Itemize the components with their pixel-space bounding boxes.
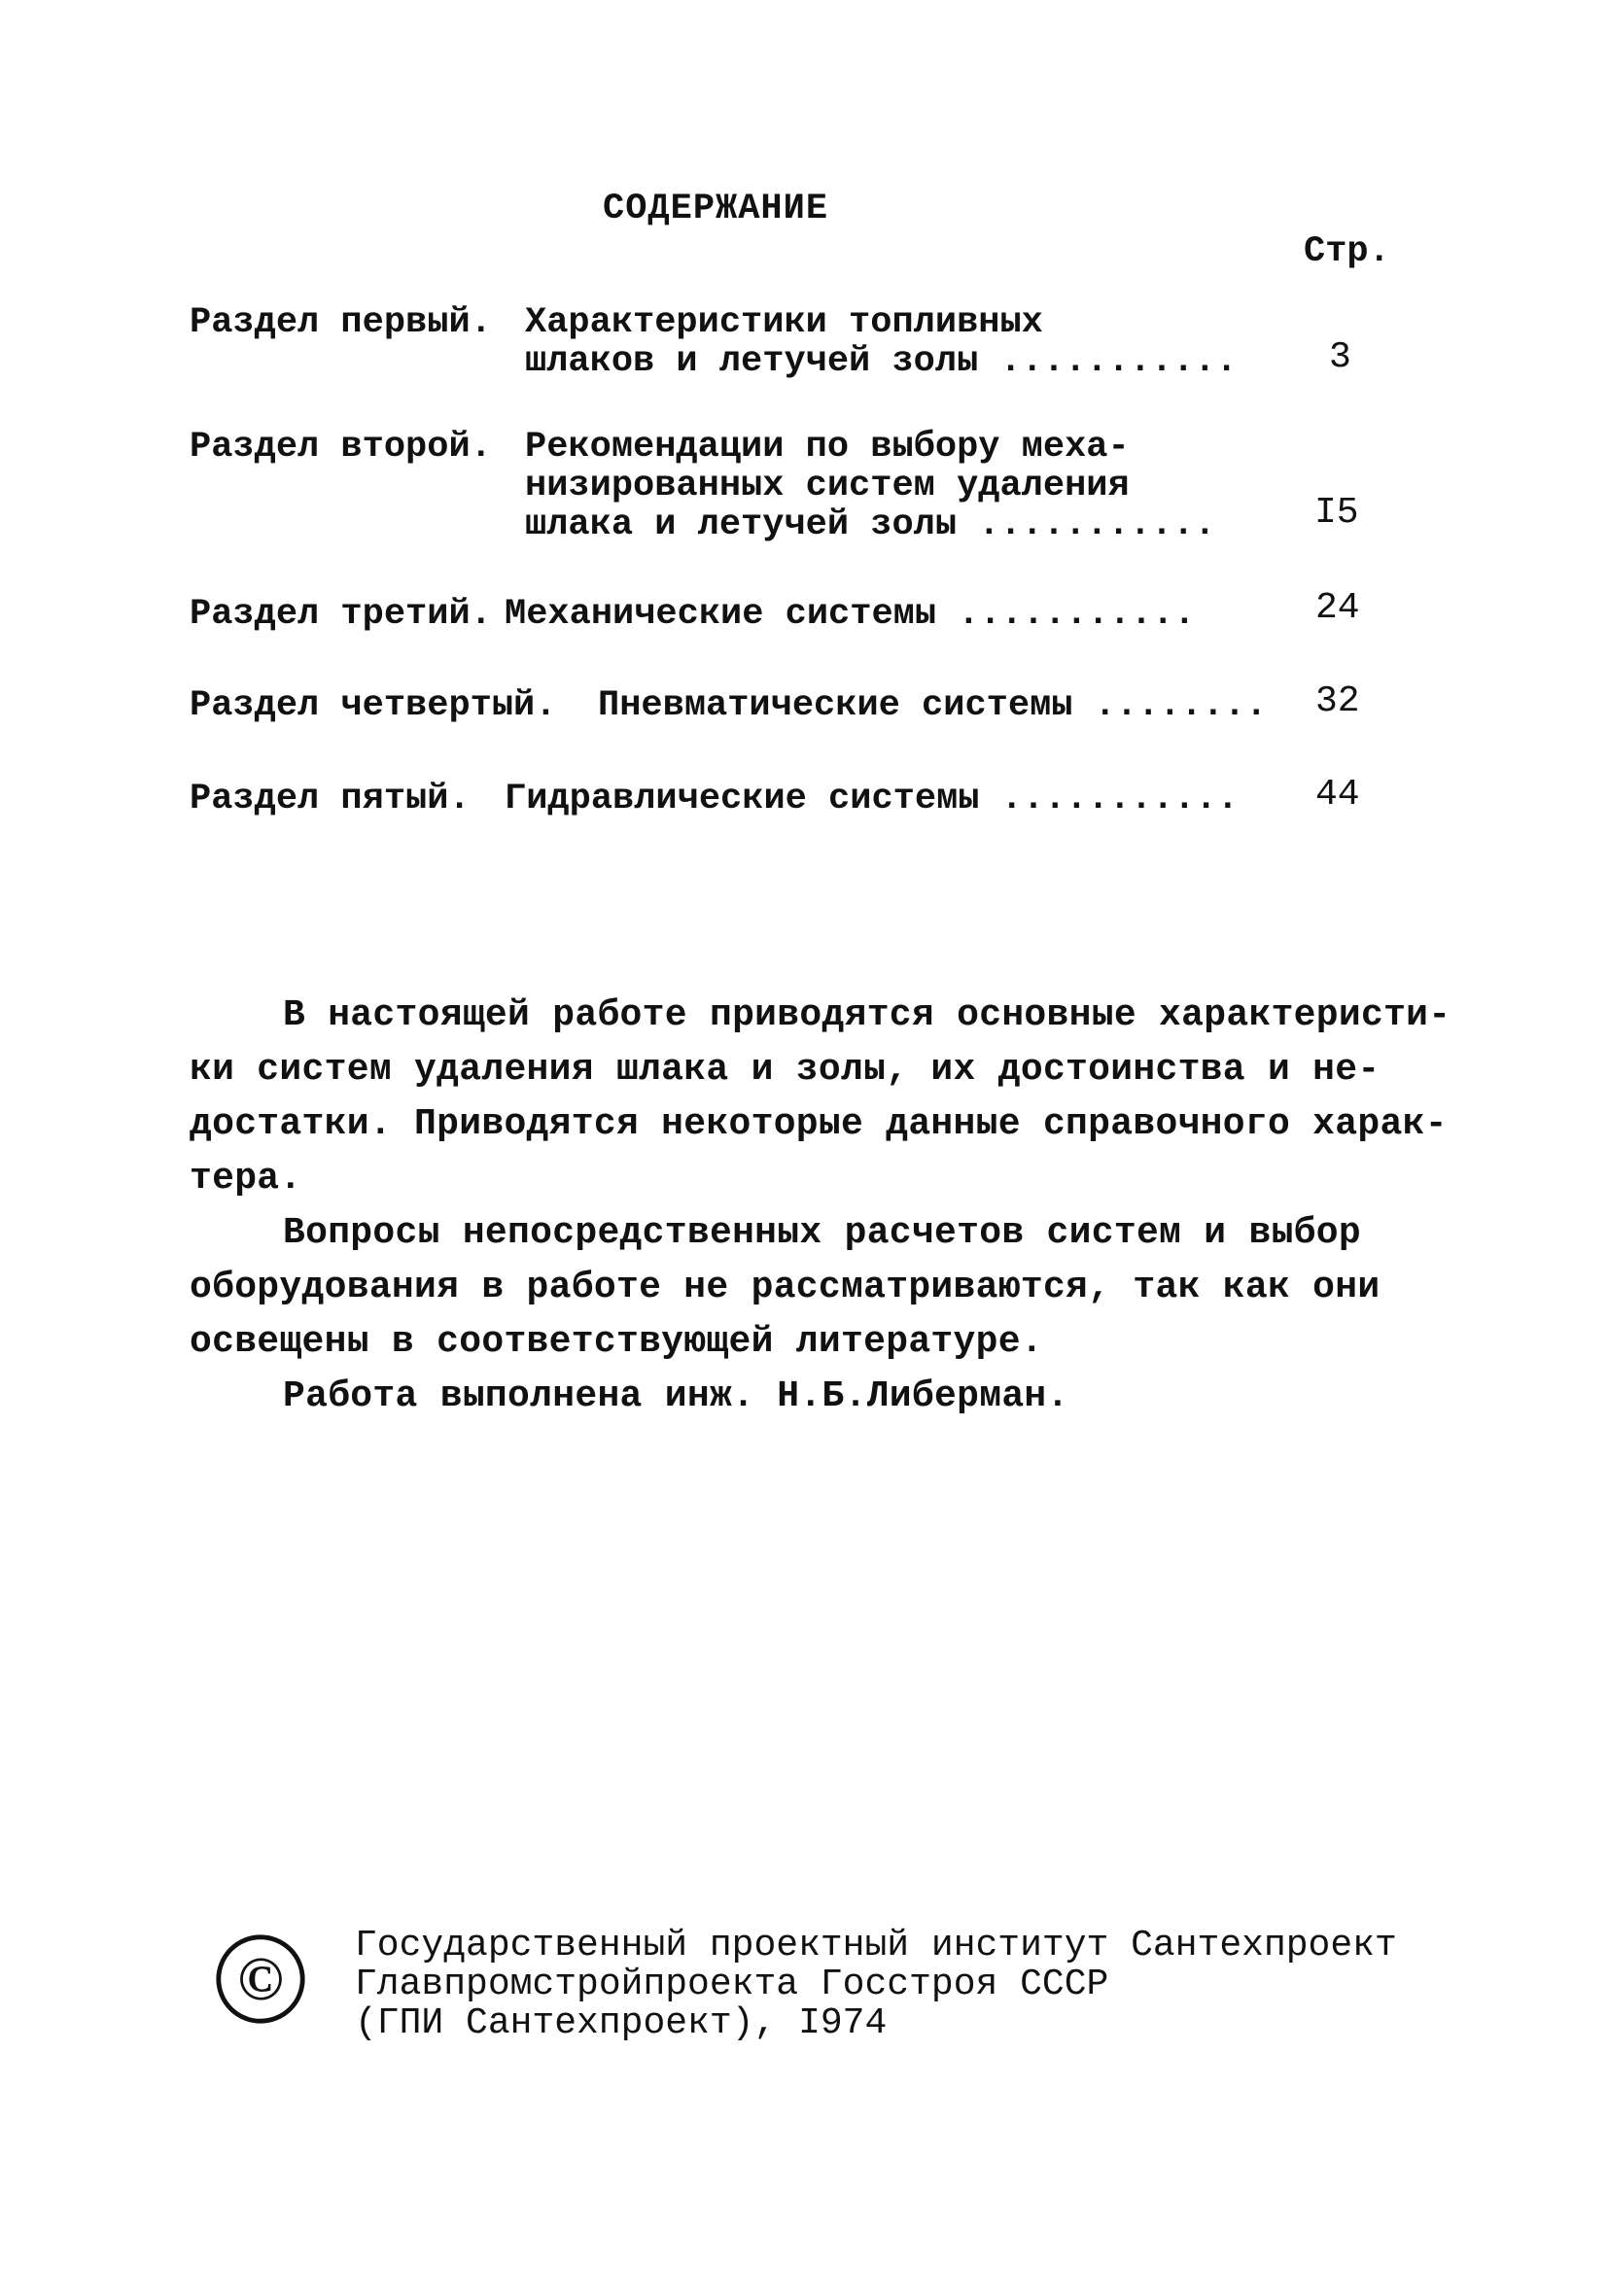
paragraph-line: оборудования в работе не рассматриваются, так как они [190, 1267, 1381, 1308]
copyright-line: Главпромстройпроекта Госстроя СССР [355, 1964, 1109, 2005]
copyright-text [355, 1927, 1397, 2043]
toc-entry-page: 32 [1315, 680, 1360, 722]
toc-entry-lead: Раздел первый. [190, 302, 492, 343]
paragraph-line: достатки. Приводятся некоторые данные справочного харак- [190, 1103, 1448, 1145]
toc-entry-page: 44 [1315, 774, 1360, 816]
toc-entry-line: Рекомендации по выбору меха- [525, 427, 1130, 468]
paragraph-line: Вопросы непосредственных расчетов систем и выбор [283, 1212, 1361, 1254]
toc-entry-page: I5 [1314, 492, 1359, 534]
paragraph-line: ки систем удаления шлака и золы, их достоинства и не- [190, 1049, 1381, 1091]
copyright-icon [214, 1932, 307, 2026]
page-column-label: Стр. [1304, 231, 1390, 272]
intro-paragraph [190, 989, 1453, 1206]
copyright-line: Государственный проектный институт Сантехпроект [355, 1925, 1397, 1966]
paragraph-line: В настоящей работе приводятся основные характеристи- [283, 994, 1451, 1036]
toc-entry-line: низированных систем удаления [525, 466, 1130, 506]
toc-entry-line: Пневматические системы ........ [598, 685, 1268, 726]
copyright-block [214, 1925, 1410, 2069]
toc-entry-lead: Раздел второй. [190, 427, 492, 468]
paragraph-line: тера. [190, 1158, 302, 1200]
scope-paragraph [190, 1206, 1453, 1370]
toc-entry-line: Механические системы ........... [505, 594, 1196, 635]
toc-entry-line: Характеристики топливных [525, 302, 1043, 343]
toc-entry-description [598, 686, 1267, 725]
toc-entry-description [505, 595, 1196, 634]
author-paragraph [190, 1370, 1453, 1424]
copyright-line: (ГПИ Сантехпроект), I974 [355, 2002, 888, 2044]
toc-entry-description [505, 780, 1239, 818]
toc-entry-description [525, 428, 1216, 544]
toc-entry-page: 3 [1329, 336, 1351, 378]
toc-entry-line: шлаков и летучей золы ........... [525, 341, 1238, 382]
copyright-glyph: © [237, 1945, 284, 2014]
toc-entry-lead: Раздел третий. [190, 594, 492, 635]
toc-entry-lead: Раздел четвертый. [190, 685, 557, 726]
toc-entry-line: шлака и летучей золы ........... [525, 504, 1216, 545]
toc-title: СОДЕРЖАНИЕ [603, 189, 829, 229]
toc-entry-line: Гидравлические системы ........... [505, 779, 1239, 819]
toc-entry-lead: Раздел пятый. [190, 779, 471, 819]
toc-entry-description [525, 303, 1238, 381]
paragraph-line: освещены в соответствующей литературе. [190, 1321, 1043, 1363]
author-line: Работа выполнена инж. Н.Б.Либерман. [283, 1375, 1069, 1417]
toc-entry-page: 24 [1315, 587, 1360, 629]
